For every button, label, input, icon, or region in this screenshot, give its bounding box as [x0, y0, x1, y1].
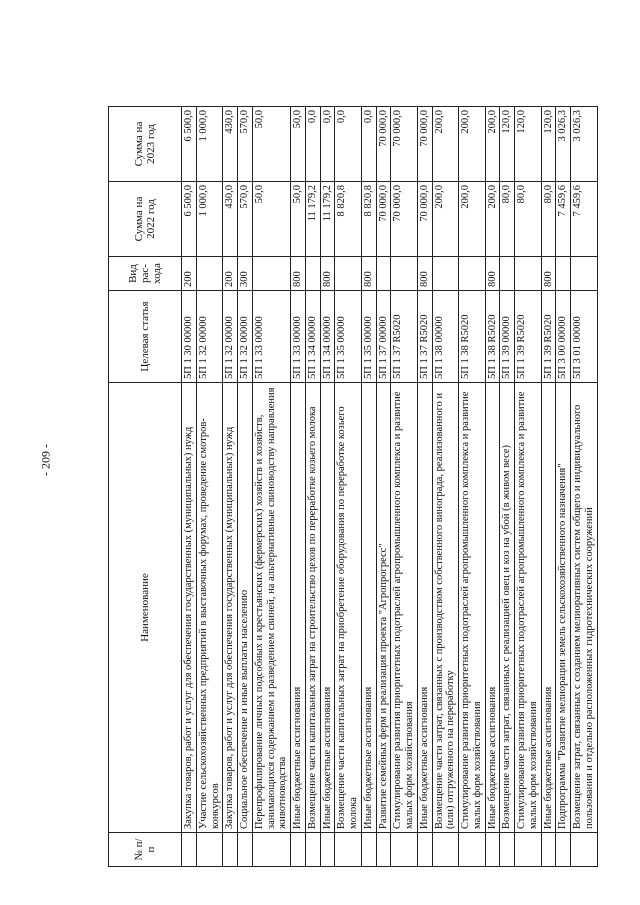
row-name: Подпрограмма "Развитие мелиорации земель сельскохозяйственного назначения" — [556, 383, 571, 833]
table-row — [223, 107, 238, 867]
row-code: 5П 1 37 R5020 — [417, 291, 432, 383]
row-name: Иные бюджетные ассигнования — [485, 383, 500, 833]
row-vid: 800 — [541, 257, 556, 291]
row-code: 5П 1 34 00000 — [320, 291, 335, 383]
row-code: 5П 3 01 00000 — [571, 291, 598, 383]
row-sum-2023: 120,0 — [515, 107, 542, 182]
table-row — [459, 107, 486, 867]
header-name: Наименование — [109, 383, 182, 833]
row-code: 5П 1 38 R5020 — [485, 291, 500, 383]
row-name: Возмещение части капитальных затрат на приобретение оборудования по переработке козьего молока — [335, 383, 362, 833]
row-vid — [432, 257, 459, 291]
row-code: 5П 1 34 00000 — [305, 291, 320, 383]
row-sum-2022: 11 179,2 — [305, 182, 320, 257]
row-number — [223, 833, 238, 867]
row-code: 5П 1 32 00000 — [196, 291, 223, 383]
page-number-box — [36, 440, 56, 480]
row-vid: 800 — [361, 257, 376, 291]
table-row — [417, 107, 432, 867]
row-sum-2022: 80,0 — [541, 182, 556, 257]
row-sum-2022: 8 820,8 — [335, 182, 362, 257]
row-code: 5П 1 37 00000 — [376, 291, 391, 383]
page-number: - 209 - — [38, 444, 53, 476]
header-sum-2022: Сумма на 2022 год — [109, 182, 182, 257]
row-vid: 800 — [417, 257, 432, 291]
table-row — [541, 107, 556, 867]
row-name: Стимулирование развития приоритетных подотраслей агропромышленного комплекса и развитие малых форм хозяйствования — [391, 383, 418, 833]
row-name: Перепрофилирование личных подсобных и крестьянских (фермерских) хозяйств и хозяйств, занимающихся содержанием и разведением свиней, на альтернативные свиноводству направления животноводства — [252, 383, 290, 833]
header-no: № п/п — [109, 833, 182, 867]
row-number — [335, 833, 362, 867]
row-code: 5П 1 35 00000 — [335, 291, 362, 383]
table-row — [515, 107, 542, 867]
table-row — [432, 107, 459, 867]
row-sum-2023: 120,0 — [541, 107, 556, 182]
budget-table — [108, 106, 598, 867]
row-name: Иные бюджетные ассигнования — [417, 383, 432, 833]
row-name: Закупка товаров, работ и услуг для обеспечения государственных (муниципальных) нужд — [182, 383, 197, 833]
row-sum-2023: 0,0 — [305, 107, 320, 182]
row-sum-2022: 50,0 — [291, 182, 306, 257]
row-name: Иные бюджетные ассигнования — [291, 383, 306, 833]
row-sum-2023: 50,0 — [252, 107, 290, 182]
row-sum-2022: 7 459,6 — [556, 182, 571, 257]
row-code: 5П 1 32 00000 — [238, 291, 253, 383]
row-sum-2023: 6 500,0 — [182, 107, 197, 182]
row-sum-2022: 70 000,0 — [417, 182, 432, 257]
row-code: 5П 1 38 R5020 — [459, 291, 486, 383]
table-row — [252, 107, 290, 867]
row-vid — [459, 257, 486, 291]
row-sum-2022: 80,0 — [500, 182, 515, 257]
row-name: Иные бюджетные ассигнования — [320, 383, 335, 833]
row-sum-2023: 430,0 — [223, 107, 238, 182]
rotated-table-container — [108, 107, 604, 867]
row-code: 5П 1 38 00000 — [432, 291, 459, 383]
row-sum-2023: 200,0 — [432, 107, 459, 182]
row-sum-2022: 70 000,0 — [391, 182, 418, 257]
row-code: 5П 1 39 R5020 — [541, 291, 556, 383]
row-number — [541, 833, 556, 867]
row-sum-2022: 200,0 — [485, 182, 500, 257]
row-code: 5П 1 33 00000 — [252, 291, 290, 383]
row-vid — [335, 257, 362, 291]
table-row — [376, 107, 391, 867]
row-number — [391, 833, 418, 867]
row-code: 5П 1 39 00000 — [500, 291, 515, 383]
row-vid: 200 — [182, 257, 197, 291]
row-sum-2022: 1 000,0 — [196, 182, 223, 257]
table-header-row — [109, 107, 182, 867]
row-vid — [196, 257, 223, 291]
row-sum-2023: 200,0 — [485, 107, 500, 182]
row-vid: 800 — [485, 257, 500, 291]
row-sum-2022: 70 000,0 — [376, 182, 391, 257]
table-row — [305, 107, 320, 867]
table-row — [556, 107, 571, 867]
row-vid — [376, 257, 391, 291]
row-number — [459, 833, 486, 867]
row-number — [182, 833, 197, 867]
row-sum-2022: 80,0 — [515, 182, 542, 257]
row-sum-2023: 200,0 — [459, 107, 486, 182]
table-row — [320, 107, 335, 867]
row-sum-2023: 3 026,3 — [556, 107, 571, 182]
row-name: Возмещение части затрат, связанных с реализацией овец и коз на убой (в живом весе) — [500, 383, 515, 833]
header-sum-2023: Сумма на 2023 год — [109, 107, 182, 182]
row-name: Закупка товаров, работ и услуг для обеспечения государственных (муниципальных) нужд — [223, 383, 238, 833]
row-sum-2023: 50,0 — [291, 107, 306, 182]
row-name: Участие сельскохозяйственных предприятий в выставочных форумах, проведение смотров-конкурсов — [196, 383, 223, 833]
row-number — [376, 833, 391, 867]
row-name: Иные бюджетные ассигнования — [361, 383, 376, 833]
row-vid: 200 — [223, 257, 238, 291]
row-number — [500, 833, 515, 867]
table-row — [291, 107, 306, 867]
row-code: 5П 1 33 00000 — [291, 291, 306, 383]
row-sum-2022: 430,0 — [223, 182, 238, 257]
table-row — [238, 107, 253, 867]
table-row — [500, 107, 515, 867]
row-number — [515, 833, 542, 867]
row-name: Развитие семейных ферм и реализация проекта "Агропрогресс" — [376, 383, 391, 833]
row-vid: 800 — [320, 257, 335, 291]
row-sum-2023: 70 000,0 — [391, 107, 418, 182]
row-number — [196, 833, 223, 867]
row-sum-2022: 570,0 — [238, 182, 253, 257]
table-row — [335, 107, 362, 867]
header-vid: Вид рас-хода — [109, 257, 182, 291]
row-vid — [515, 257, 542, 291]
row-code: 5П 3 00 00000 — [556, 291, 571, 383]
row-vid — [556, 257, 571, 291]
row-sum-2022: 200,0 — [432, 182, 459, 257]
row-name: Стимулирование развития приоритетных подотраслей агропромышленного комплекса и развитие малых форм хозяйствования — [459, 383, 486, 833]
row-code: 5П 1 37 R5020 — [391, 291, 418, 383]
table-row — [571, 107, 598, 867]
row-number — [320, 833, 335, 867]
row-sum-2022: 7 459,6 — [571, 182, 598, 257]
table-row — [361, 107, 376, 867]
table-body — [182, 107, 598, 867]
row-sum-2023: 0,0 — [320, 107, 335, 182]
row-number — [252, 833, 290, 867]
table-row — [196, 107, 223, 867]
row-sum-2022: 8 820,8 — [361, 182, 376, 257]
row-sum-2023: 0,0 — [335, 107, 362, 182]
row-code: 5П 1 32 00000 — [223, 291, 238, 383]
table-row — [485, 107, 500, 867]
row-name: Возмещение затрат, связанных с созданием мелиоративных систем общего и индивидуального пользования и отдельно расположенных гидротехнических сооружений — [571, 383, 598, 833]
row-name: Социальное обеспечение и иные выплаты населению — [238, 383, 253, 833]
row-vid — [571, 257, 598, 291]
row-sum-2023: 70 000,0 — [376, 107, 391, 182]
row-number — [485, 833, 500, 867]
row-name: Стимулирование развития приоритетных подотраслей агропромышленного комплекса и развитие малых форм хозяйствования — [515, 383, 542, 833]
row-vid — [391, 257, 418, 291]
table-row — [391, 107, 418, 867]
row-vid — [500, 257, 515, 291]
row-number — [571, 833, 598, 867]
row-sum-2023: 0,0 — [361, 107, 376, 182]
row-number — [291, 833, 306, 867]
row-number — [432, 833, 459, 867]
row-sum-2022: 11 179,2 — [320, 182, 335, 257]
row-number — [361, 833, 376, 867]
row-vid: 300 — [238, 257, 253, 291]
row-code: 5П 1 35 00000 — [361, 291, 376, 383]
row-code: 5П 1 39 R5020 — [515, 291, 542, 383]
row-number — [417, 833, 432, 867]
row-number — [556, 833, 571, 867]
row-vid: 800 — [291, 257, 306, 291]
header-code: Целевая статья — [109, 291, 182, 383]
row-number — [238, 833, 253, 867]
row-number — [305, 833, 320, 867]
row-vid — [305, 257, 320, 291]
row-sum-2023: 1 000,0 — [196, 107, 223, 182]
row-name: Иные бюджетные ассигнования — [541, 383, 556, 833]
row-code: 5П 1 30 00000 — [182, 291, 197, 383]
row-sum-2023: 120,0 — [500, 107, 515, 182]
table-row — [182, 107, 197, 867]
row-sum-2023: 570,0 — [238, 107, 253, 182]
row-sum-2022: 6 500,0 — [182, 182, 197, 257]
row-sum-2022: 50,0 — [252, 182, 290, 257]
row-vid — [252, 257, 290, 291]
row-sum-2023: 70 000,0 — [417, 107, 432, 182]
row-sum-2022: 200,0 — [459, 182, 486, 257]
row-name: Возмещение части затрат, связанных с производством собственного винограда, реализованного и (или) отгруженного на переработку — [432, 383, 459, 833]
row-sum-2023: 3 026,3 — [571, 107, 598, 182]
row-name: Возмещение части капитальных затрат на строительство цехов по переработке козьего молока — [305, 383, 320, 833]
